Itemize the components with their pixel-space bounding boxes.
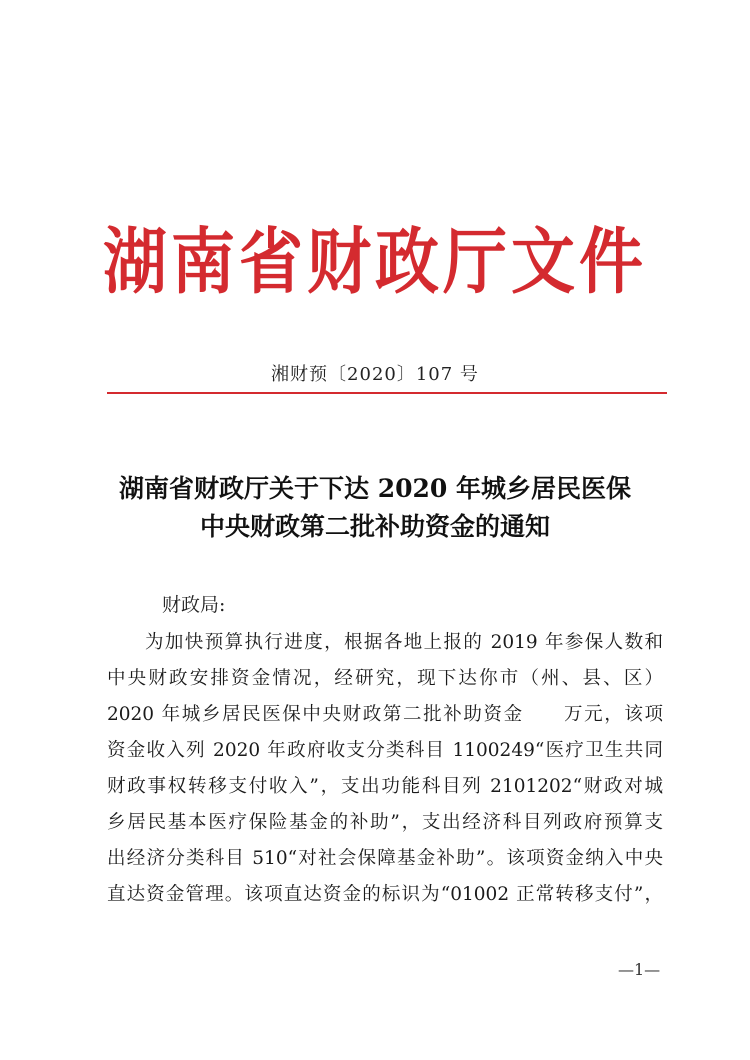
body-line: 2020 年城乡居民医保中央财政第二批补助资金 万元，该项 bbox=[107, 704, 663, 725]
title-line-1: 湖南省财政厅关于下达 2020 年城乡居民医保 bbox=[119, 474, 631, 503]
red-separator-line bbox=[107, 392, 667, 394]
page-number: —1— bbox=[618, 960, 661, 979]
title-line-2: 中央财政第二批补助资金的通知 bbox=[199, 512, 550, 541]
body-paragraph bbox=[107, 625, 663, 913]
body-line: 为加快预算执行进度，根据各地上报的 2019 年参保人数和 bbox=[145, 632, 663, 653]
body-line: 财政事权转移支付收入”，支出功能科目列 2101202“财政对城 bbox=[107, 776, 663, 797]
body-line: 中央财政安排资金情况，经研究，现下达你市（州、县、区） bbox=[107, 668, 663, 689]
document-title bbox=[80, 470, 670, 546]
salutation: 财政局: bbox=[162, 594, 226, 616]
document-masthead: 湖南省财政厅文件 bbox=[103, 221, 647, 305]
document-number: 湘财预〔2020〕107 号 bbox=[271, 364, 479, 385]
body-line: 乡居民基本医疗保险基金的补助”，支出经济科目列政府预算支 bbox=[107, 812, 663, 833]
body-line: 资金收入列 2020 年政府收支分类科目 1100249“医疗卫生共同 bbox=[107, 740, 663, 761]
body-line: 出经济分类科目 510“对社会保障基金补助”。该项资金纳入中央 bbox=[107, 848, 663, 869]
body-line: 直达资金管理。该项直达资金的标识为“01002 正常转移支付”， bbox=[107, 884, 663, 905]
